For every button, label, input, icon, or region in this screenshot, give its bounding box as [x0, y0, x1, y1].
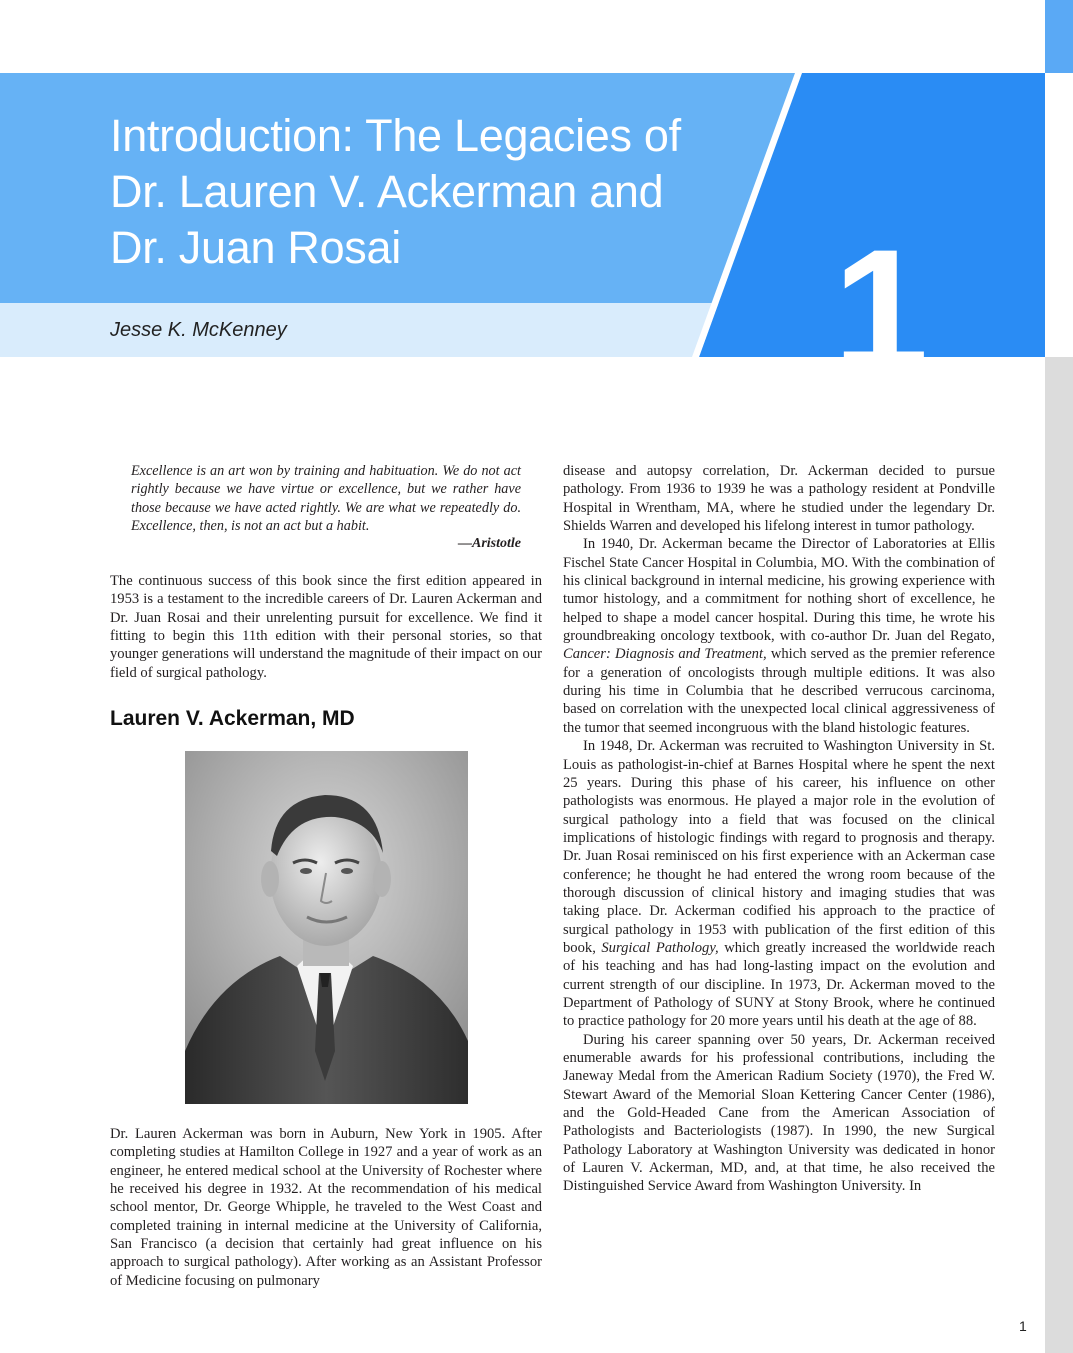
- chapter-author: Jesse K. McKenney: [110, 319, 287, 341]
- paragraph-text: In 1948, Dr. Ackerman was recruited to Washington University in St. Louis as pathologist-in-chief at Barnes Hospital where he spent the next 25 years. During this phase of his career, his influence on other pathologists was enormous. He played a major role in the evolution of surgical pathology into a field that was focused on the clinical implications of histologic findings with regard to prognosis and therapy. Dr. Juan Rosai reminisced on his first experience with an Ackerman case conference; he thought he had entered the wrong room because of the thorough discussion of clinical history and imaging studies that was taking place. Dr. Ackerman codified his approach to the practice of surgical pathology in 1953 with publication of the first edition of this book,: [563, 738, 995, 956]
- paragraph-text: which greatly increased the worldwide reach of his teaching and has had long-lasting impact on the evolution and current strength of our discipline. In 1973, Dr. Ackerman moved to the Department of Pathology of SUNY at Stony Brook, where he continued to practice pathology for 20 more years until his death at the age of 88.: [563, 939, 995, 1030]
- column2-paragraph: During his career spanning over 50 years, Dr. Ackerman received enumerable awards for his professional contributions, including the Janeway Medal from the American Radium Society (1970), the Fred W. Stewart Award of the Memorial Sloan Kettering Cancer Center (1986), and the Gold-Headed Cane from the American Association of Pathologists and Bacteriologists (1987). In 1990, the new Surgical Pathology Laboratory at Washington University was dedicated in honor of Lauren V. Ackerman, MD, and, at that time, he also received the Distinguished Service Award from Washington University. In: [563, 1031, 995, 1195]
- chapter-title: Introduction: The Legacies of Dr. Lauren V. Ackerman and Dr. Juan Rosai: [110, 110, 681, 273]
- book-title: Surgical Pathology,: [601, 939, 719, 956]
- page-number: 1: [1019, 1318, 1027, 1334]
- intro-paragraph: The continuous success of this book since the first edition appeared in 1953 is a testament to the incredible careers of Dr. Lauren Ackerman and Dr. Juan Rosai and their unrelenting pursuit for excellence. We find it fitting to begin this 11th edition with their personal stories, so that younger generations will understand the magnitude of their impact on our field of surgical pathology.: [110, 573, 542, 681]
- column2-paragraph: disease and autopsy correlation, Dr. Ackerman decided to pursue pathology. From 1936 to 1939 he was a pathology resident at Pondville Hospital in Wrentham, MA, where he studied under the legendary Dr. Shields Warren and developed his lifelong interest in tumor pathology.: [563, 463, 995, 535]
- epigraph-quote: Excellence is an art won by training and habituation. We do not act rightly because we have virtue or excellence, but we rather have those because we have acted rightly. We are what we repeatedly do. Excellence, then, is not an act but a habit.: [131, 463, 521, 534]
- edge-tab-top: [1045, 0, 1073, 73]
- paragraph-text: which served as the premier reference for a generation of oncologists through multiple editions. It was also during his time in Columbia that he described verrucous carcinoma, based on correlation with the unexpected local clinical aggressiveness of the tumor that seemed incongruous with the bland histologic features.: [563, 646, 995, 736]
- epigraph-attribution: —Aristotle: [457, 536, 521, 551]
- column1-body: Dr. Lauren Ackerman was born in Auburn, New York in 1905. After completing studies at Hamilton College in 1927 and a year of work as an engineer, he entered medical school at the University of Rochester where he received his degree in 1932. At the recommendation of his medical school mentor, Dr. George Whipple, he traveled to the West Coast and completed training in internal medicine at the University of California, San Francisco (a decision that certainly had great influence on his approach to surgical pathology). After working as an Assistant Professor of Medicine focusing on pulmonary: [110, 1126, 542, 1289]
- column2-paragraph: [563, 737, 995, 1031]
- book-title: Cancer: Diagnosis and Treatment,: [563, 646, 767, 663]
- section-heading: Lauren V. Ackerman, MD: [110, 707, 355, 730]
- portrait-photo: [185, 751, 468, 1104]
- column2: [563, 462, 995, 1196]
- column2-paragraph: [563, 535, 995, 737]
- chapter-number: 1: [833, 214, 929, 406]
- paragraph-text: In 1940, Dr. Ackerman became the Director of Laboratories at Ellis Fischel State Cancer Hospital in Columbia, MO. With the combination of his clinical background in internal medicine, his growing experience with tumor histology, and a commitment for nothing short of excellence, he helped to shape a model cancer hospital. During this time, he wrote his groundbreaking oncology textbook, with co-author Dr. Juan del Regato,: [563, 536, 995, 645]
- epigraph: [131, 462, 521, 535]
- edge-tab-bottom: [1045, 357, 1073, 1353]
